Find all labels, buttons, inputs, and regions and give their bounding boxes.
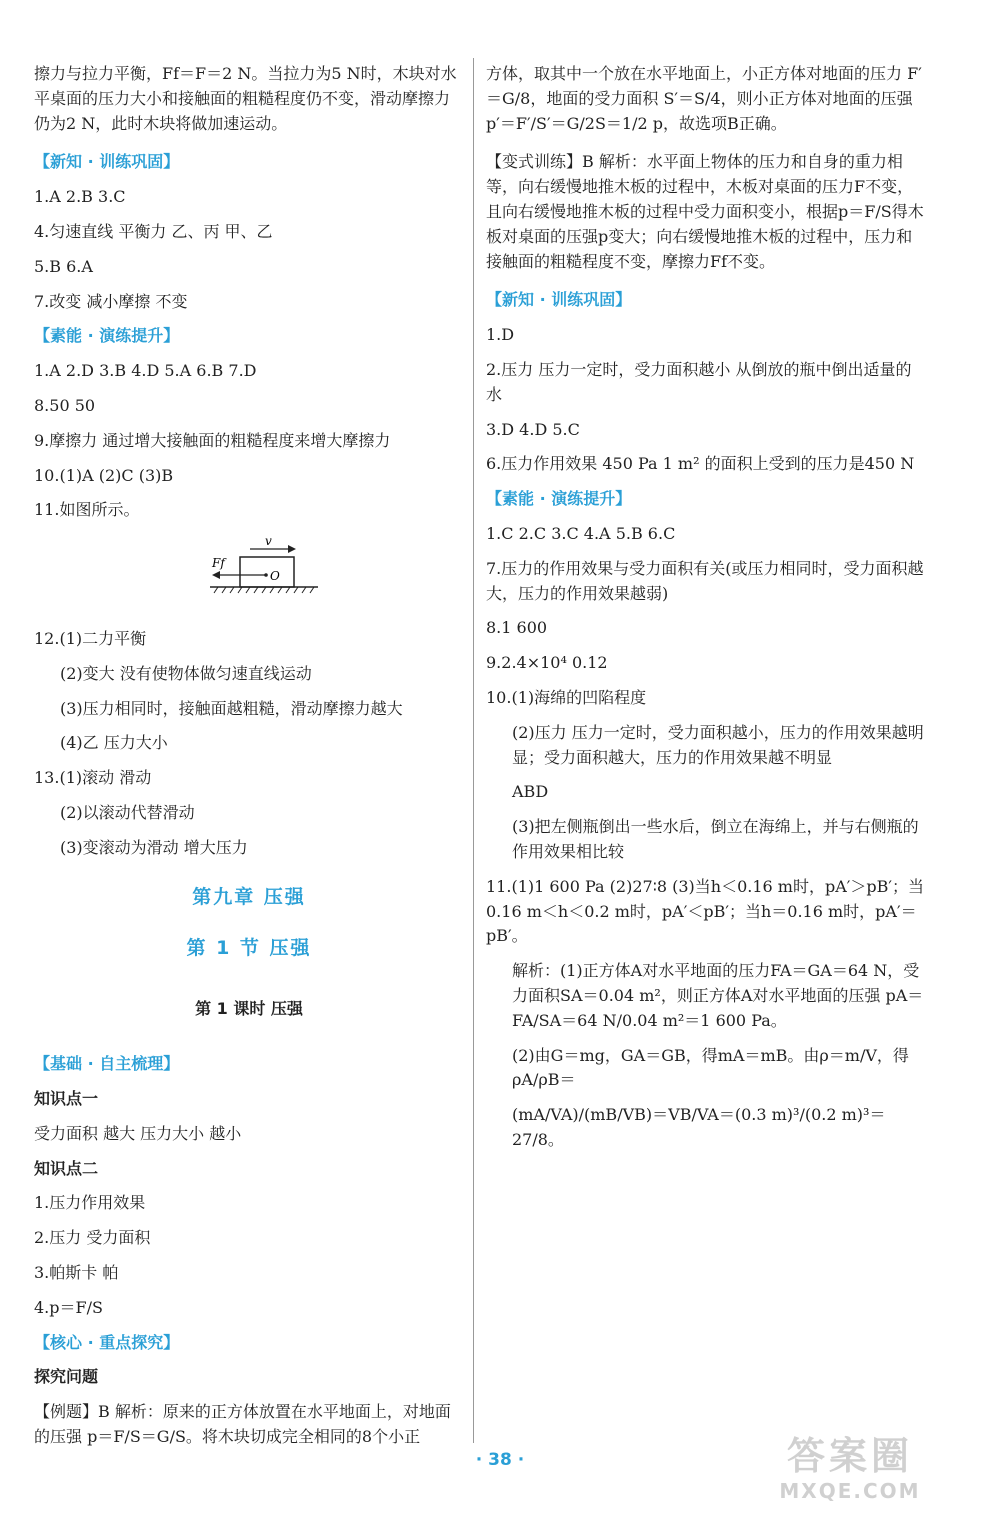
section-heading: 【素能 · 演练提升】 xyxy=(486,489,632,509)
answer-line: 4.匀速直线 平衡力 乙、丙 甲、乙 xyxy=(34,221,273,241)
variant-paragraph: 【变式训练】B 解析：水平面上物体的压力和自身的重力相等，向右缓慢地推木板的过程中，木板对桌面的压力F不变，且向右缓慢地推木板的过程中受力面积变小，根据p＝F/S得木板对桌面的压强p变大；向右缓慢地推木板的过程中，压力和接触面的粗糙程度不变，摩擦力Ff不变。 xyxy=(486,152,924,271)
section-heading: 【新知 · 训练巩固】 xyxy=(486,290,632,310)
answer-line: 11.如图所示。 xyxy=(34,500,140,520)
answer-line: 6.压力作用效果 450 Pa 1 m² 的面积上受到的压力是450 N xyxy=(486,454,915,474)
answer-line: 4.p＝F/S xyxy=(34,1297,103,1317)
lesson-title: 第 1 课时 压强 xyxy=(195,999,303,1019)
watermark-logo xyxy=(730,1436,970,1506)
answer-line: 10.(1)A (2)C (3)B xyxy=(34,465,174,485)
answer-line: 3.帕斯卡 帕 xyxy=(34,1262,119,1282)
answer-line: (3)变滚动为滑动 增大压力 xyxy=(60,837,248,857)
explore-title: 探究问题 xyxy=(34,1367,99,1387)
answer-line: 2.压力 受力面积 xyxy=(34,1228,151,1248)
section-heading: 【新知 · 训练巩固】 xyxy=(34,152,180,172)
friction-label: Ff xyxy=(212,556,225,571)
section-heading: 【素能 · 演练提升】 xyxy=(34,326,180,346)
answer-line: 8.50 50 xyxy=(34,395,96,415)
watermark-url: MXQE.COM xyxy=(779,1479,921,1503)
center-point xyxy=(264,573,268,577)
block-force-figure xyxy=(210,533,320,603)
right-column xyxy=(486,62,926,1163)
answer-line: 1.D xyxy=(486,325,515,345)
watermark-text: 答案圈 xyxy=(786,1434,913,1478)
answer-line: (4)乙 压力大小 xyxy=(60,733,168,753)
answer-line: 解析：(1)正方体A对水平地面的压力FA＝GA＝64 N，受力面积SA＝0.04 m²，则正方体A对水平地面的压强 pA＝FA/SA＝64 N/0.04 m²＝1 600 Pa。 xyxy=(512,961,924,1030)
answer-line: 9.摩擦力 通过增大接触面的粗糙程度来增大摩擦力 xyxy=(34,430,391,450)
answer-line: ABD xyxy=(512,782,549,802)
left-column xyxy=(34,62,464,1464)
answer-line: 9.2.4×10⁴ 0.12 xyxy=(486,653,608,673)
answer-line: (2)由G＝mg，GA＝GB，得mA＝mB。由ρ＝m/V，得ρA/ρB＝ xyxy=(512,1045,909,1090)
example-paragraph: 【例题】B 解析：原来的正方体放置在水平地面上，对地面的压强 p＝F/S＝G/S。将木块切成完全相同的8个小正 xyxy=(34,1402,451,1446)
answer-line: 12.(1)二力平衡 xyxy=(34,628,147,648)
answer-line: 1.A 2.B 3.C xyxy=(34,187,126,207)
answer-line: (2)变大 没有使物体做匀速直线运动 xyxy=(60,663,312,683)
ground-hatching xyxy=(214,587,314,593)
answer-line: (2)以滚动代替滑动 xyxy=(60,802,195,822)
velocity-arrowhead xyxy=(288,545,296,553)
answer-line: 3.D 4.D 5.C xyxy=(486,419,580,439)
section-heading: 【基础 · 自主梳理】 xyxy=(34,1054,180,1074)
answer-line: 8.1 600 xyxy=(486,618,548,638)
answer-line: 1.压力作用效果 xyxy=(34,1193,146,1213)
answer-line: (3)把左侧瓶倒出一些水后，倒立在海绵上，并与右侧瓶的作用效果相比较 xyxy=(512,817,919,861)
friction-arrowhead xyxy=(212,571,220,579)
page-number: · 38 · xyxy=(475,1450,525,1470)
answer-line: 11.(1)1 600 Pa (2)27∶8 (3)当h＜0.16 m时，pA′＞pB′；当0.16 m＜h＜0.2 m时，pA′＜pB′；当h＝0.16 m时，pA′＝pB′。 xyxy=(486,876,925,946)
column-divider xyxy=(473,58,474,1443)
knowledge-point-title: 知识点二 xyxy=(34,1158,99,1178)
answer-line: (3)压力相同时，接触面越粗糙，滑动摩擦力越大 xyxy=(60,698,403,718)
answer-line: 5.B 6.A xyxy=(34,256,93,276)
friction-diagram xyxy=(210,533,464,611)
intro-paragraph: 擦力与拉力平衡，Ff＝F＝2 N。当拉力为5 N时，木块对水平桌面的压力大小和接触面的粗糙程度仍不变，滑动摩擦力仍为2 N，此时木块将做加速运动。 xyxy=(34,64,457,133)
section-title: 第 1 节 压强 xyxy=(186,936,312,959)
answer-line: 受力面积 越大 压力大小 越小 xyxy=(34,1123,242,1143)
chapter-title: 第九章 压强 xyxy=(192,885,306,908)
answer-line: 13.(1)滚动 滑动 xyxy=(34,768,152,788)
answer-line: 1.A 2.D 3.B 4.D 5.A 6.B 7.D xyxy=(34,361,257,381)
section-heading: 【核心 · 重点探究】 xyxy=(34,1332,180,1352)
answer-line: (2)压力 压力一定时，受力面积越小，压力的作用效果越明显；受力面积越大，压力的作用效果越不明显 xyxy=(512,722,924,767)
answer-line: 2.压力 压力一定时，受力面积越小 从倒放的瓶中倒出适量的水 xyxy=(486,359,912,404)
answer-line: 1.C 2.C 3.C 4.A 5.B 6.C xyxy=(486,523,676,543)
solution-paragraph: 方体，取其中一个放在水平地面上，小正方体对地面的压力 F′＝G/8，地面的受力面积 S′＝S/4，则小正方体对地面的压强 p′＝F′/S′＝G/2S＝1/2 p，故选项B正确。 xyxy=(486,64,922,133)
velocity-label: v xyxy=(265,534,272,549)
center-label: O xyxy=(270,569,280,584)
answer-line: 7.压力的作用效果与受力面积有关(或压力相同时，受力面积越大，压力的作用效果越弱) xyxy=(486,558,924,603)
block xyxy=(240,557,294,587)
answer-line: 7.改变 减小摩擦 不变 xyxy=(34,291,188,311)
answer-line: (mA/VA)/(mB/VB)＝VB/VA＝(0.3 m)³/(0.2 m)³＝27/8。 xyxy=(512,1105,886,1149)
knowledge-point-title: 知识点一 xyxy=(34,1089,99,1108)
answer-line: 10.(1)海绵的凹陷程度 xyxy=(486,687,647,707)
